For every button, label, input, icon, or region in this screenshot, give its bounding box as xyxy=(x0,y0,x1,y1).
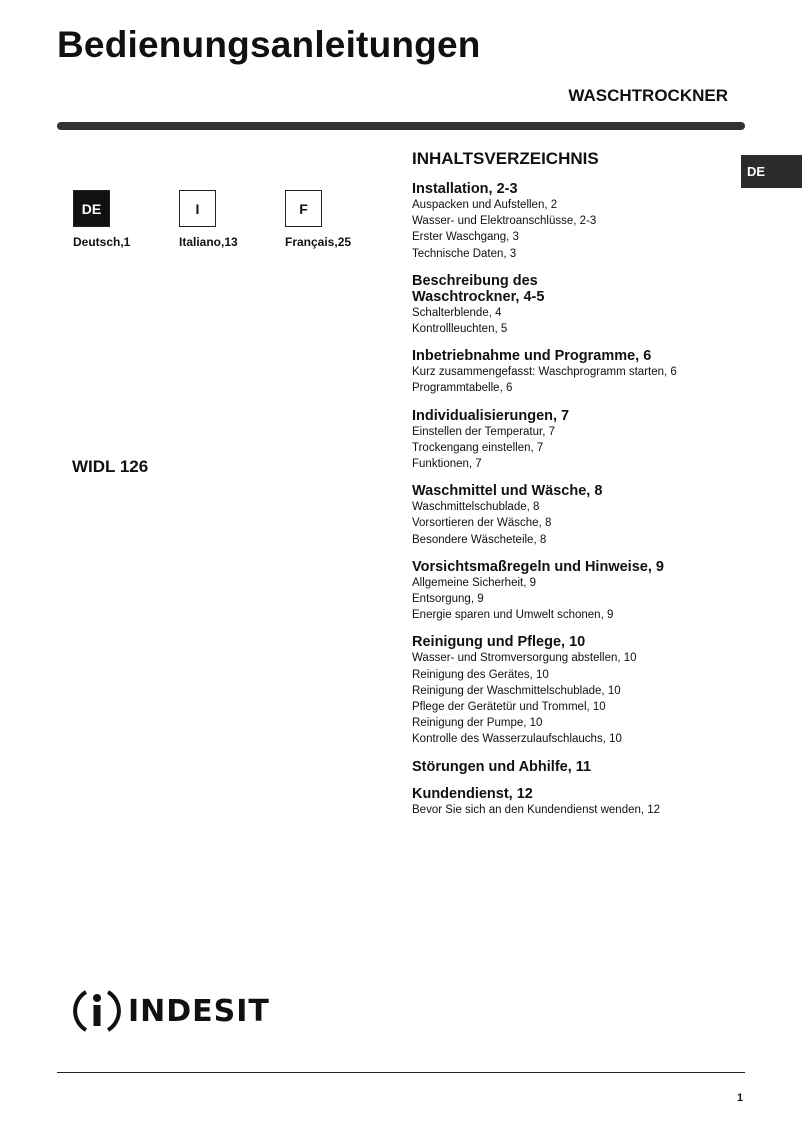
toc-entry: Wasser- und Stromversorgung abstellen, 10 xyxy=(412,652,637,665)
indesit-logo-icon xyxy=(72,986,122,1036)
toc-entry: Besondere Wäscheteile, 8 xyxy=(412,533,547,546)
language-label-de: Deutsch,1 xyxy=(73,235,131,249)
toc-section xyxy=(412,181,742,262)
toc-entry: Auspacken und Aufstellen, 2 xyxy=(412,199,558,211)
toc-section-heading: Vorsichtsmaßregeln und Hinweise, 9 xyxy=(412,558,664,575)
page-title: Bedienungsanleitungen xyxy=(57,24,481,65)
toc-section-heading: Kundendienst, 12 xyxy=(412,785,533,802)
toc-section-heading: Beschreibung des Waschtrockner, 4-5 xyxy=(412,272,545,305)
language-label-it: Italiano,13 xyxy=(179,235,238,249)
toc-entry: Erster Waschgang, 3 xyxy=(412,231,519,244)
toc-entry: Programmtabelle, 6 xyxy=(412,382,513,395)
toc-entry: Allgemeine Sicherheit, 9 xyxy=(412,576,537,589)
toc-section xyxy=(412,408,742,473)
toc-section xyxy=(412,786,742,818)
model-number: WIDL 126 xyxy=(72,457,149,476)
toc-section-heading: Reinigung und Pflege, 10 xyxy=(412,634,586,651)
toc-entry: Funktionen, 7 xyxy=(412,458,482,471)
page-number: 1 xyxy=(737,1092,744,1104)
toc-section xyxy=(412,273,742,337)
toc-section xyxy=(412,483,742,548)
language-box-fr: F xyxy=(285,190,322,227)
toc-entry: Waschmittelschublade, 8 xyxy=(412,501,540,514)
toc-entry: Reinigung der Waschmittelschublade, 10 xyxy=(412,684,621,697)
language-tab-de: DE xyxy=(741,155,802,188)
toc-section-heading: Installation, 2-3 xyxy=(412,181,518,197)
toc-section-heading: Störungen und Abhilfe, 11 xyxy=(412,758,592,775)
header-divider xyxy=(57,122,745,130)
table-of-contents xyxy=(412,149,742,829)
toc-entry: Technische Daten, 3 xyxy=(412,247,517,260)
toc-entry: Wasser- und Elektroanschlüsse, 2-3 xyxy=(412,215,597,228)
toc-entry: Entsorgung, 9 xyxy=(412,593,484,606)
brand-name: INDESIT xyxy=(128,993,270,1029)
toc-entry: Energie sparen und Umwelt schonen, 9 xyxy=(412,609,614,622)
toc-entry: Schalterblende, 4 xyxy=(412,306,502,319)
footer-divider xyxy=(57,1072,745,1073)
toc-section-heading: Waschmittel und Wäsche, 8 xyxy=(412,483,603,500)
toc-entry: Pflege der Gerätetür und Trommel, 10 xyxy=(412,701,606,714)
toc-entry: Einstellen der Temperatur, 7 xyxy=(412,425,555,438)
toc-section-heading: Inbetriebnahme und Programme, 6 xyxy=(412,348,652,365)
toc-section xyxy=(412,348,742,396)
toc-entry: Kontrollleuchten, 5 xyxy=(412,323,508,336)
toc-sections xyxy=(412,181,742,818)
toc-entry: Vorsortieren der Wäsche, 8 xyxy=(412,517,552,530)
language-label-fr: Français,25 xyxy=(285,235,352,249)
toc-title: INHALTSVERZEICHNIS xyxy=(412,149,599,168)
brand-logo xyxy=(72,986,270,1036)
toc-entry: Trockengang einstellen, 7 xyxy=(412,441,544,454)
toc-entry: Kurz zusammengefasst: Waschprogramm starten, 6 xyxy=(412,366,677,379)
toc-section xyxy=(412,759,742,775)
toc-section xyxy=(412,634,742,747)
toc-section-heading: Individualisierungen, 7 xyxy=(412,407,570,424)
toc-entry: Reinigung der Pumpe, 10 xyxy=(412,717,543,730)
toc-entry: Kontrolle des Wasserzulaufschlauchs, 10 xyxy=(412,733,622,746)
toc-entry: Reinigung des Gerätes, 10 xyxy=(412,668,549,681)
language-box-de: DE xyxy=(73,190,110,227)
language-box-it: I xyxy=(179,190,216,227)
product-type: WASCHTROCKNER xyxy=(568,86,728,105)
toc-entry: Bevor Sie sich an den Kundendienst wenden, 12 xyxy=(412,803,661,816)
toc-section xyxy=(412,559,742,624)
